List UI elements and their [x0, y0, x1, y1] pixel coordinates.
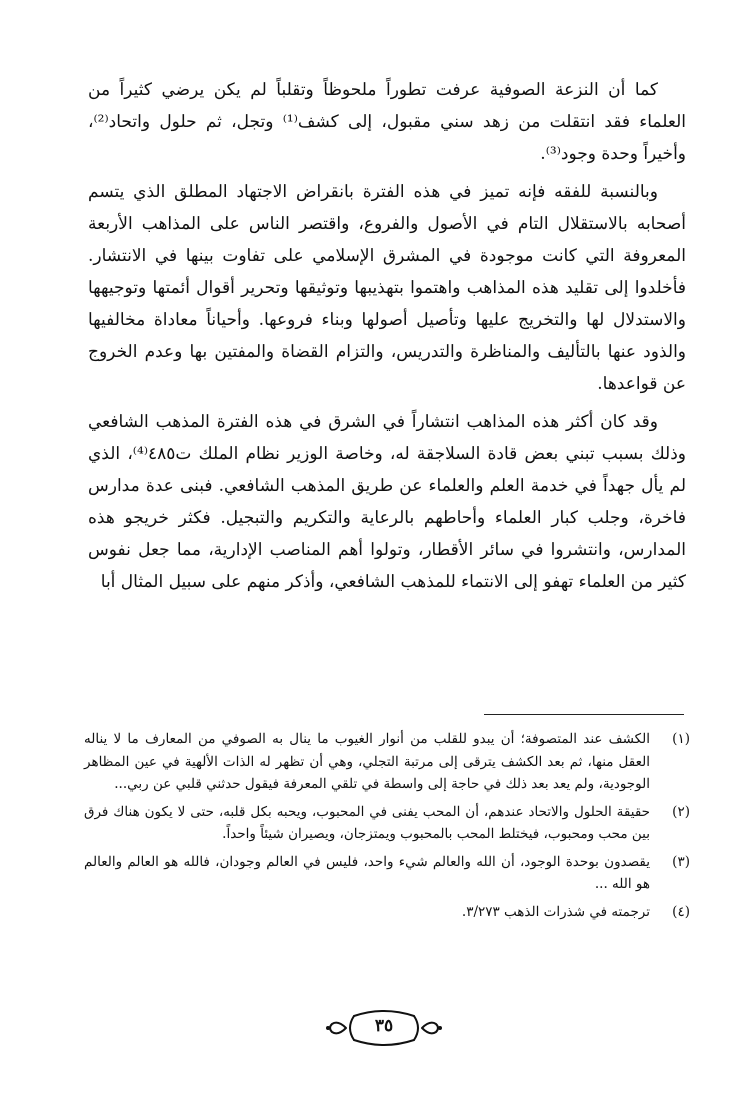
footnote-2	[84, 801, 690, 846]
footnote-text: الكشف عند المتصوفة؛ أن يبدو للقلب من أنوار الغيوب ما ينال به الصوفي من المعارف ما لا يناله العقل منها، ثم بعد الكشف يترقى إلى مرتبة التجلي، وهي أن تظهر له الذات الألهية في عين المظاهر الوجودية، ولم يعد بعد ذلك في حاجة إلى واسطة في تلقي المعرفة فيقول حدثني قلبي عن ربي...	[84, 731, 650, 792]
paragraph-sufism: كما أن النزعة الصوفية عرفت تطوراً ملحوظاً وتقلباً لم يكن يرضي كثيراً من العلماء فقد انتقلت من زهد سني مقبول، إلى كشف⁽¹⁾ وتجل، ثم حلول واتحاد⁽²⁾، وأخيراً وحدة وجود⁽³⁾.	[88, 80, 686, 164]
footnote-separator	[484, 714, 684, 715]
footnote-number: (٢)	[672, 803, 690, 820]
main-text	[88, 74, 686, 604]
footnote-number: (٤)	[672, 903, 690, 920]
paragraph-fiqh: وبالنسبة للفقه فإنه تميز في هذه الفترة بانقراض الاجتهاد المطلق الذي يتسم أصحابه بالاستقلال التام في الأصول والفروع، واقتصر الناس على المذاهب الأربعة المعروفة التي كانت موجودة في المشرق الإسلامي على تفاوت بينها في الانتشار. فأخلدوا إلى تقليد هذه المذاهب واهتموا بتهذيبها وتوثيقها وتحرير أقوال أئمتها وتوجيهها والاستدلال لها والتخريج عليها وتأصيل أصولها وبناء فروعها. وأحياناً معاداة مخالفيها والذود عنها بالتأليف والمناظرة والتدريس، والتزام القضاة والمفتين بها وعدم الخروج عن قواعدها.	[88, 182, 686, 394]
footnotes	[84, 728, 690, 928]
footnote-text: حقيقة الحلول والاتحاد عندهم، أن المحب يفنى في المحبوب، ويحبه بكل قلبه، حتى لا يكون هناك فرق بين محب ومحبوب، فيختلط المحب بالمحبوب ويمتزجان، ويصيران شيئاً واحداً.	[84, 803, 650, 842]
footnote-4	[84, 901, 690, 924]
footnote-3	[84, 851, 690, 896]
paragraph-shafii: وقد كان أكثر هذه المذاهب انتشاراً في الشرق في هذه الفترة المذهب الشافعي وذلك بسبب تبني بعض قادة السلاجقة له، وخاصة الوزير نظام الملك ت٤٨٥⁽⁴⁾، الذي لم يأل جهداً في خدمة العلم والعلماء عن طريق المذهب الشافعي. فبنى عدة مدارس فاخرة، وجلب كبار العلماء وأحاطهم بالرعاية والتكريم والتبجيل. فكثر خريجو هذه المدارس، وانتشروا في سائر الأقطار، وتولوا أهم المناصب الإدارية، مما جعل نفوس كثير من العلماء تهفو إلى الانتماء للمذهب الشافعي، وأذكر منهم على سبيل المثال أبا	[88, 412, 686, 592]
footnote-1	[84, 728, 690, 796]
page-number: ٣٥	[374, 1016, 394, 1036]
page-number-ornament	[324, 1008, 444, 1048]
footnote-text: يقصدون بوحدة الوجود، أن الله والعالم شيء واحد، فليس في العالم وجودان، فالله هو العالم والعالم هو الله ...	[84, 853, 650, 892]
footnote-text: ترجمته في شذرات الذهب ٣/٢٧٣.	[461, 903, 650, 920]
footnote-number: (٣)	[672, 853, 690, 870]
footnote-number: (١)	[672, 731, 690, 747]
